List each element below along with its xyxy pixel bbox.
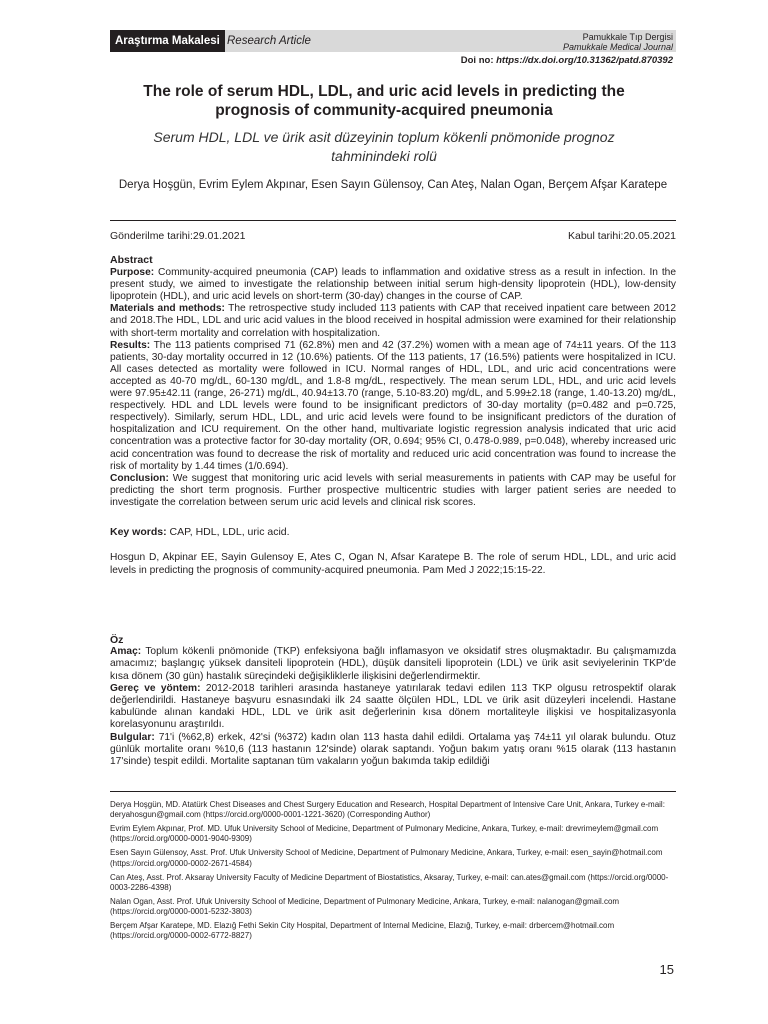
citation: Hosgun D, Akpinar EE, Sayin Gulensoy E, Ates C, Ogan N, Afsar Karatepe B. The role of serum HDL, LDL, and uric acid levels in predicting the prognosis of community-acquired pneumonia. Pam Med J 2022;15:15-22. bbox=[110, 552, 676, 576]
abstract-conclusion bbox=[110, 473, 676, 509]
affiliation-item: Nalan Ogan, Asst. Prof. Ufuk University School of Medicine, Department of Pulmonary Medicine, Ankara, Turkey, e-mail: nalanogan@gmail.com (https://orcid.org/0000-0001-5232-3803) bbox=[110, 896, 620, 917]
doi-line bbox=[461, 55, 673, 66]
article-type-en: Research Article bbox=[227, 35, 311, 47]
conclusion-text: We suggest that monitoring uric acid levels with serial measurements in patients with CAP may be useful for predicting the short term prognosis. Further prospective multicentric studies with larger patient series are needed to investigate the correlation between serum uric acid levels and clinical risk scores. bbox=[110, 472, 676, 508]
doi-label: Doi no: bbox=[460, 55, 494, 66]
keywords bbox=[110, 526, 676, 538]
journal-name bbox=[563, 32, 673, 52]
abstract-results bbox=[110, 340, 676, 473]
affiliation-item: Derya Hoşgün, MD. Atatürk Chest Diseases and Chest Surgery Education and Research, Hospital Department of Intensive Care Unit, Ankara, Turkey e-mail: deryahosgun@gmail.com (https://orcid.org/0000-0001-1221-3620) (Corresponding Author) bbox=[110, 800, 665, 820]
author-list: Derya Hoşgün, Evrim Eylem Akpınar, Esen Sayın Gülensoy, Can Ateş, Nalan Ogan, Berçem Afşar Karatepe bbox=[118, 179, 668, 191]
purpose-label: Purpose: bbox=[110, 267, 155, 279]
journal-header-bar bbox=[110, 30, 676, 52]
journal-name-tr: Pamukkale Tıp Dergisi bbox=[582, 32, 673, 42]
abstract-section bbox=[110, 254, 676, 577]
doi-link[interactable]: https://dx.doi.org/10.31362/patd.870392 bbox=[496, 55, 673, 66]
purpose-text: Community-acquired pneumonia (CAP) leads to inflammation and oxidative stress as a result in infection. In the present study, we aimed to investigate the relationship between initial serum high-density lipoprotein (HDL), low-density lipoprotein (HDL), and uric acid levels on short-term (30-day) changes in the course of CAP. bbox=[110, 267, 676, 303]
affiliations bbox=[110, 800, 676, 945]
abstract-purpose bbox=[110, 267, 676, 303]
article-title: The role of serum HDL, LDL, and uric acid levels in predicting the prognosis of community-acquired pneumonia bbox=[143, 83, 625, 119]
oz-amac bbox=[110, 646, 676, 683]
amac-text: Toplum kökenli pnömonide (TKP) enfeksiyona bağlı inflamasyon ve oksidatif stres oluşmaktadır. Bu çalışmamızda amacımız; başlangıç yüksek dansiteli lipoprotein (HDL), düşük dansiteli lipoprotein (LDL) ve ürik asit seviyelerinin TKP'de kısa dönem (30 gün) hastalık süreçindeki değişikliklerle ilişkisini değerlendirmektir. bbox=[110, 646, 676, 682]
article-type-tr: Araştırma Makalesi bbox=[110, 30, 225, 52]
affiliation-item: Berçem Afşar Karatepe, MD. Elazığ Fethi Sekin City Hospital, Department of Internal Medicine, Elazığ, Turkey, e-mail: drbercem@hotmail.com (https://orcid.org/0000-0002-6772-8827) bbox=[110, 920, 615, 941]
journal-name-en: Pamukkale Medical Journal bbox=[562, 42, 673, 52]
oz-gerec bbox=[110, 683, 676, 732]
oz-section bbox=[110, 634, 676, 768]
affiliation-item: Esen Sayın Gülensoy, Asst. Prof. Ufuk University School of Medicine, Department of Pulmonary Medicine, Ankara, Turkey, e-mail: esen_sayin@hotmail.com (https://orcid.org/0000-0002-2671-4584) bbox=[110, 848, 663, 868]
amac-label: Amaç: bbox=[110, 646, 142, 658]
gerec-text: 2012-2018 tarihleri arasında hastaneye yatırılarak tedavi edilen 113 TKP olgusu retrospektif olarak değerlendirildi. Hastaneye başvuru esnasındaki ilk 24 saatte ölçülen HDL, LDL ve ürik asit düzeyleri incelendi. Hastane kabulünde alınan kandaki HDL, LDL ve ürik asit değerlerinin kısa dönem mortaliteyle ilişkisi ve hospitalizasyonla korelasyonunu araştırıldı. bbox=[110, 682, 677, 731]
results-text: The 113 patients comprised 71 (62.8%) men and 42 (37.2%) women with a mean age of 74±11 years. Of the 113 patients, 30-day mortality occurred in 12 (10.6%) patients. Of the 113 patients, 17 (16.5%) patients were hospitalized in ICU. All cases detected as mortality were followed in ICU. Normal ranges of HDL, LDL, and uric acid concentrations were accepted as 40-70 mg/dL, 60-130 mg/dL, and 1.8-8 mg/dL, respectively. The mean serum LDL, HDL, and uric acid levels were 97.95±42.11 (range, 26-271) mg/dL, 40.94±13.70 (range, 5.10-83.20) mg/dL, and 5.99±2.18 (range, 1.40-13.20) mg/dL, respectively. HDL and LDL levels were found to be insignificant predictors of 30-day mortality (p=0.482 and p=0.725, respectively). Similarly, serum HDL, LDL, and uric acid levels were found to be insignificant predictors of the duration of hospitalization and ICU requirement. On the other hand, multivariate logistic regression analysis indicated that uric acid concentration was a protective factor for 30-day mortality (OR, 0.694; 95% CI, 0.478-0.989, p=0.048), whereby increased uric acid concentration was found to decrease the risk of mortality and reduced uric acid concentration was found to increase the risk of mortality by 1.44 times (1/0.694). bbox=[110, 339, 676, 472]
keywords-label: Key words: bbox=[110, 525, 167, 538]
bulgular-text: 71'i (%62,8) erkek, 42'si (%372) kadın olan 113 hasta dahil edildi. Ortalama yaş 74±11 yıl olarak bulundu. Otuz günlük mortalite oranı %10,6 (113 hastanın 12'sinde) olarak saptandı. Yoğun bakım yatış oranı %15 olarak (113 hastanın 17'sinde) tespit edildi. Mortalite saptanan tüm vakaların yoğun bakımda takip edildiği bbox=[110, 731, 676, 768]
received-date: Gönderilme tarihi:29.01.2021 bbox=[110, 230, 246, 242]
abstract-heading: Abstract bbox=[110, 254, 153, 266]
gerec-label: Gereç ve yöntem: bbox=[110, 682, 201, 694]
divider-top bbox=[110, 220, 676, 221]
affiliation-item: Can Ateş, Asst. Prof. Aksaray University Faculty of Medicine Department of Biostatistics, Aksaray, Turkey, e-mail: can.ates@gmail.com (https://orcid.org/0000-0003-2286-4398) bbox=[110, 872, 669, 892]
article-subtitle-tr: Serum HDL, LDL ve ürik asit düzeyinin toplum kökenli pnömonide prognoz tahminindeki rolü bbox=[153, 129, 615, 164]
methods-label: Materials and methods: bbox=[110, 303, 225, 315]
affiliation-item: Evrim Eylem Akpınar, Prof. MD. Ufuk University School of Medicine, Department of Pulmonary Medicine, Ankara, Turkey, e-mail: drevrimeylem@gmail.com (https://orcid.org/0000-0001-9040-9309) bbox=[110, 824, 659, 844]
bulgular-label: Bulgular: bbox=[110, 731, 155, 743]
page-number: 15 bbox=[659, 962, 674, 977]
results-label: Results: bbox=[110, 339, 151, 351]
methods-text: The retrospective study included 113 patients with CAP that received inpatient care between 2012 and 2018.The HDL, LDL and uric acid values in the blood received in hospital admission were examined for their relationship with short-term mortality and correlation with hospitalization. bbox=[110, 303, 676, 339]
oz-bulgular bbox=[110, 732, 676, 769]
divider-affiliations bbox=[110, 791, 676, 792]
accepted-date: Kabul tarihi:20.05.2021 bbox=[568, 230, 676, 242]
abstract-methods bbox=[110, 303, 676, 339]
oz-heading: Öz bbox=[110, 634, 124, 646]
keywords-text: CAP, HDL, LDL, uric acid. bbox=[169, 525, 290, 538]
conclusion-label: Conclusion: bbox=[110, 472, 169, 484]
